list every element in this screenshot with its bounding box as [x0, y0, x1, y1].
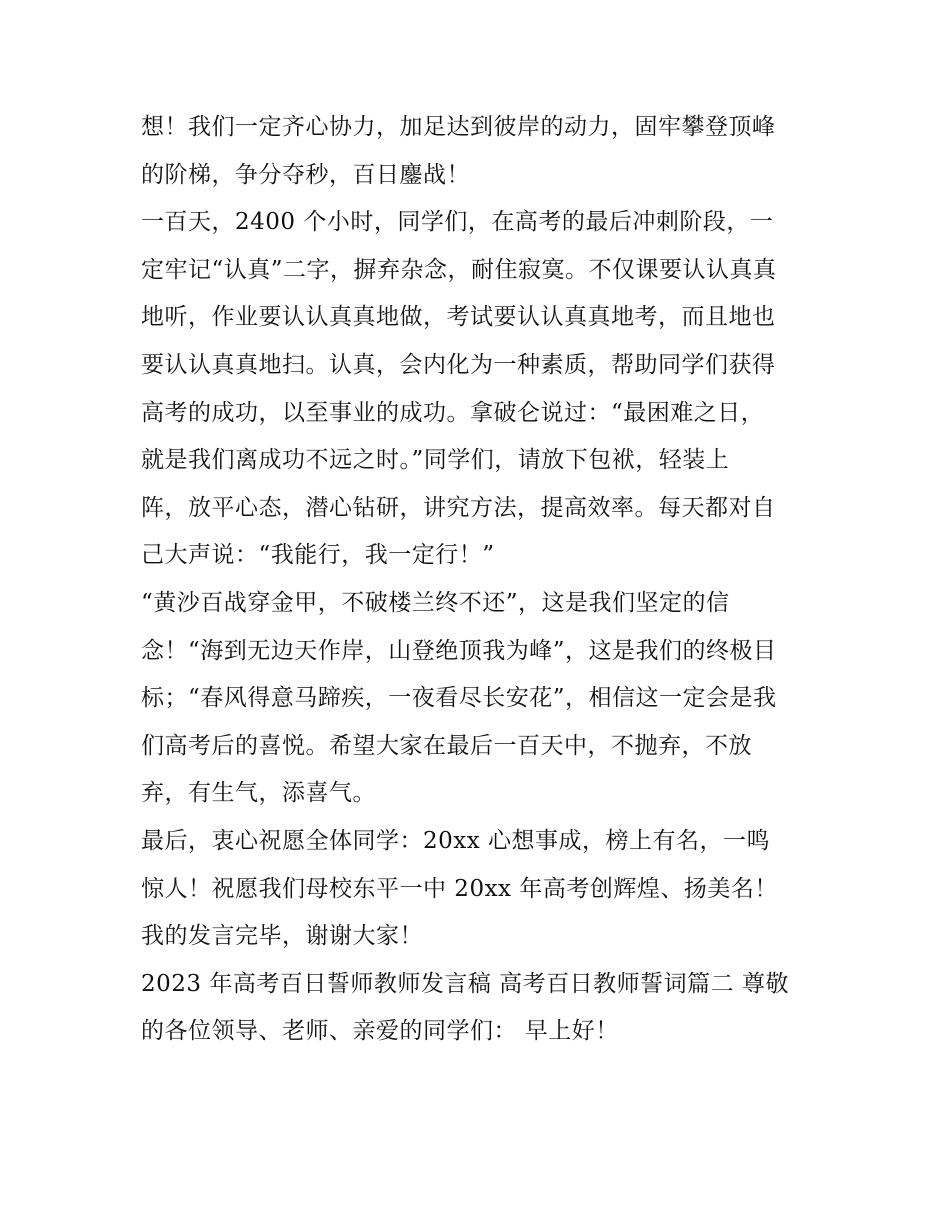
- text-line: 己大声说：“我能行，我一定行！”: [141, 542, 495, 569]
- text-line: 念！“海到无边天作岸，山登绝顶我为峰”，这是我们的终极目: [141, 637, 777, 664]
- text-line: 想！我们一定齐心协力，加足达到彼岸的动力，固牢攀登顶峰: [141, 114, 776, 140]
- document-body: [141, 104, 821, 1056]
- text-line: 2023 年高考百日誓师教师发言稿 高考百日教师誓词篇二 尊敬: [141, 970, 789, 997]
- text-line: 惊人！祝愿我们母校东平一中 20xx 年高考创辉煌、扬美名！: [141, 875, 778, 902]
- text-line: 要认认真真地扫。认真，会内化为一种素质，帮助同学们获得: [141, 351, 776, 378]
- text-line: 弃，有生气，添喜气。: [141, 780, 376, 807]
- text-line: 最后，衷心祝愿全体同学：20xx 心想事成，榜上有名，一鸣: [141, 827, 771, 854]
- text-line: 的阶梯，争分夺秒，百日鏖战！: [141, 161, 470, 188]
- text-line: 阵，放平心态，潜心钻研，讲究方法，提高效率。每天都对自: [141, 494, 776, 521]
- text-line: 高考的成功，以至事业的成功。拿破仑说过：“最困难之日，: [141, 399, 765, 426]
- text-line: 的各位领导、老师、亲爱的同学们： 早上好！: [141, 1018, 619, 1045]
- text-line: 定牢记“认真”二字，摒弃杂念，耐住寂寞。不仅课要认认真真: [141, 256, 777, 283]
- text-line: “黄沙百战穿金甲，不破楼兰终不还”，这是我们坚定的信: [141, 589, 730, 616]
- text-line: 标；“春风得意马蹄疾，一夜看尽长安花”，相信这一定会是我: [141, 685, 777, 712]
- text-line: 我的发言完毕，谢谢大家！: [141, 923, 423, 950]
- text-line: 们高考后的喜悦。希望大家在最后一百天中，不抛弃，不放: [141, 732, 752, 759]
- text-line: 就是我们离成功不远之时。”同学们，请放下包袱，轻装上: [141, 447, 730, 474]
- text-line: 一百天，2400 个小时，同学们，在高考的最后冲刺阶段，一: [141, 209, 774, 236]
- text-line: 地听，作业要认认真真地做，考试要认认真真地考，而且地也: [141, 304, 776, 331]
